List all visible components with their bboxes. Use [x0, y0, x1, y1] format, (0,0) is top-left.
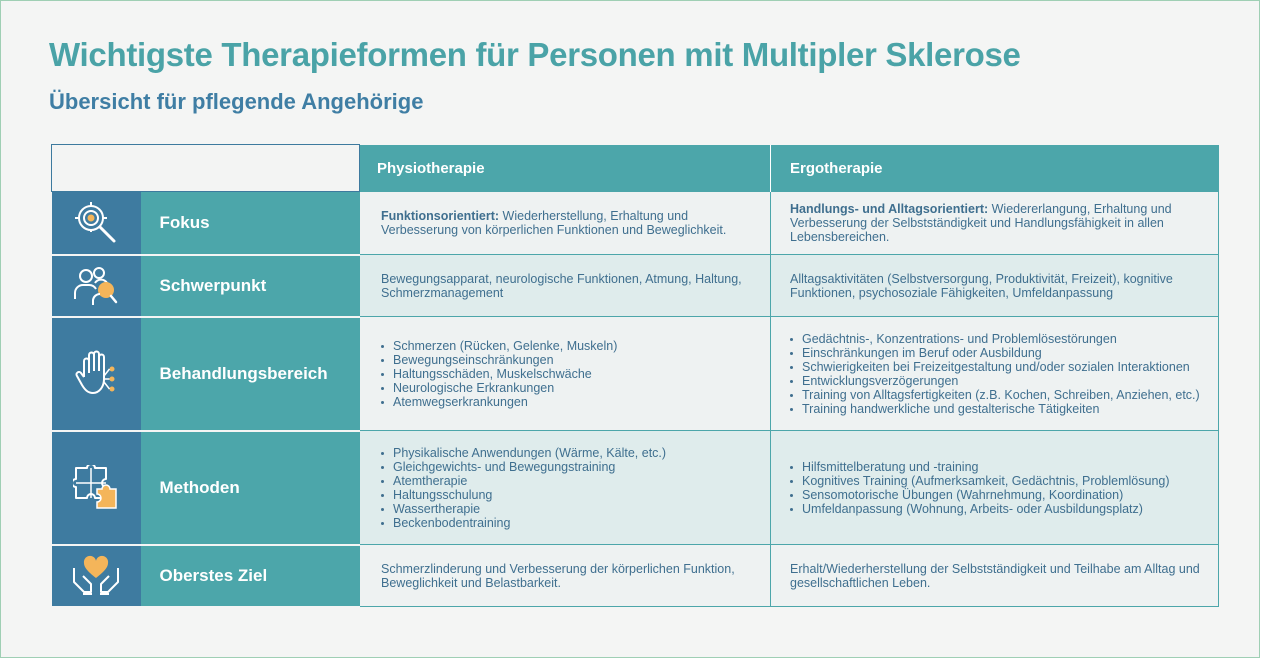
- row-icon-cell: [52, 255, 141, 317]
- list-item: Kognitives Training (Aufmerksamkeit, Gedächtnis, Problemlösung): [790, 474, 1206, 488]
- list-item: Umfeldanpassung (Wohnung, Arbeits- oder Ausbildungsplatz): [790, 502, 1206, 516]
- list-item: Haltungsschulung: [381, 488, 758, 502]
- list-item: Training von Alltagsfertigkeiten (z.B. Kochen, Schreiben, Anziehen, etc.): [790, 388, 1206, 402]
- row-icon-cell: [52, 431, 141, 545]
- page-title: Wichtigste Therapieformen für Personen mit Multipler Sklerose: [49, 36, 1021, 73]
- column-header-ergotherapie: Ergotherapie: [771, 145, 1219, 192]
- row-label-fokus: Fokus: [141, 192, 360, 255]
- column-header-physiotherapie: Physiotherapie: [360, 145, 771, 192]
- list-item: Physikalische Anwendungen (Wärme, Kälte, etc.): [381, 446, 758, 460]
- methoden-physio-list: [381, 446, 758, 530]
- table-row: [52, 192, 1219, 255]
- list-item: Schwierigkeiten bei Freizeitgestaltung und/oder sozialen Interaktionen: [790, 360, 1206, 374]
- behandlungsbereich-physio-cell: [360, 317, 771, 431]
- table-row: [52, 545, 1219, 607]
- oberstes-ziel-physio-cell: Schmerzlinderung und Verbesserung der körperlichen Funktion, Beweglichkeit und Belastbarkeit.: [360, 545, 771, 607]
- methoden-ergo-cell: [771, 431, 1219, 545]
- list-item: Gleichgewichts- und Bewegungstraining: [381, 460, 758, 474]
- schwerpunkt-physio-cell: Bewegungsapparat, neurologische Funktionen, Atmung, Haltung, Schmerzmanagement: [360, 255, 771, 317]
- table-row: [52, 431, 1219, 545]
- fokus-physio-lead: Funktionsorientiert:: [381, 208, 500, 223]
- list-item: Sensomotorische Übungen (Wahrnehmung, Koordination): [790, 488, 1206, 502]
- page-subtitle: Übersicht für pflegende Angehörige: [49, 89, 424, 114]
- list-item: Atemtherapie: [381, 474, 758, 488]
- list-item: Hilfsmittelberatung und -training: [790, 460, 1206, 474]
- list-item: Atemwegserkrankungen: [381, 395, 758, 409]
- hands-heart-icon: [72, 554, 120, 598]
- fokus-ergo-lead: Handlungs- und Alltagsorientiert:: [790, 201, 989, 216]
- list-item: Einschränkungen im Beruf oder Ausbildung: [790, 346, 1206, 360]
- row-label-schwerpunkt: Schwerpunkt: [141, 255, 360, 317]
- behandlungsbereich-physio-list: [381, 339, 758, 409]
- list-item: Schmerzen (Rücken, Gelenke, Muskeln): [381, 339, 758, 353]
- list-item: Beckenbodentraining: [381, 516, 758, 530]
- row-label-behandlungsbereich: Behandlungsbereich: [141, 317, 360, 431]
- table-header-row: [52, 145, 1219, 192]
- therapy-comparison-table: [51, 144, 1219, 608]
- behandlungsbereich-ergo-list: [790, 332, 1206, 416]
- list-item: Wassertherapie: [381, 502, 758, 516]
- row-label-methoden: Methoden: [141, 431, 360, 545]
- row-icon-cell: [52, 192, 141, 255]
- table-row: [52, 317, 1219, 431]
- row-icon-cell: [52, 545, 141, 607]
- methoden-physio-cell: [360, 431, 771, 545]
- puzzle-icon: [73, 465, 119, 511]
- list-item: Bewegungseinschränkungen: [381, 353, 758, 367]
- list-item: Training handwerkliche und gestalterische Tätigkeiten: [790, 402, 1206, 416]
- list-item: Neurologische Erkrankungen: [381, 381, 758, 395]
- list-item: Haltungsschäden, Muskelschwäche: [381, 367, 758, 381]
- fokus-ergo-text: Wiedererlangung, Erhaltung und Verbesserung der Selbstständigkeit und Handlungsfähigkeit in allen Lebensbereichen.: [790, 201, 1172, 244]
- header-blank-cell: [52, 145, 360, 192]
- row-label-oberstes-ziel: Oberstes Ziel: [141, 545, 360, 607]
- oberstes-ziel-ergo-cell: Erhalt/Wiederherstellung der Selbstständigkeit und Teilhabe am Alltag und gesellschaftlichen Leben.: [771, 545, 1219, 607]
- target-magnifier-icon: [74, 201, 118, 245]
- row-icon-cell: [52, 317, 141, 431]
- table-row: [52, 255, 1219, 317]
- fokus-physio-cell: [360, 192, 771, 255]
- fokus-physio-text: Wiederherstellung, Erhaltung und Verbesserung von körperlichen Funktionen und Beweglichkeit.: [381, 208, 727, 237]
- people-icon: [73, 265, 119, 307]
- list-item: Entwicklungsverzögerungen: [790, 374, 1206, 388]
- list-item: Gedächtnis-, Konzentrations- und Problemlösestörungen: [790, 332, 1206, 346]
- behandlungsbereich-ergo-cell: [771, 317, 1219, 431]
- hand-nodes-icon: [74, 349, 118, 399]
- methoden-ergo-list: [790, 460, 1206, 516]
- schwerpunkt-ergo-cell: Alltagsaktivitäten (Selbstversorgung, Produktivität, Freizeit), kognitive Funktionen, psychosoziale Fähigkeiten, Umfeldanpassung: [771, 255, 1219, 317]
- fokus-ergo-cell: [771, 192, 1219, 255]
